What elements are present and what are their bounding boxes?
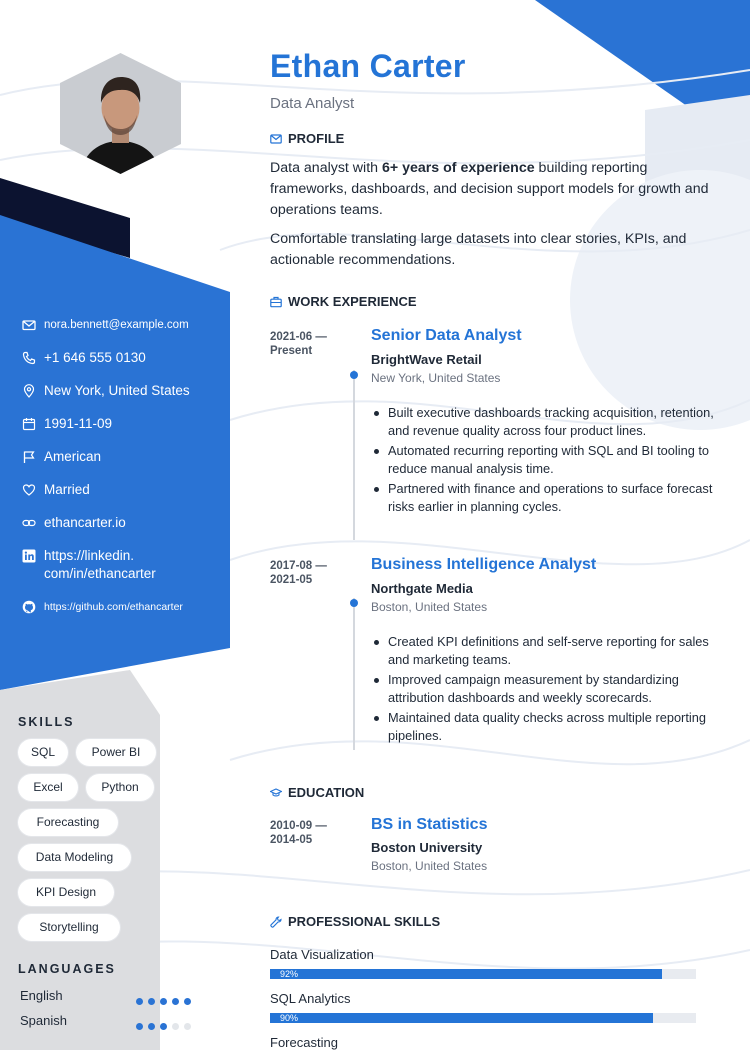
contact-marital-status (22, 481, 222, 499)
job-role: Data Analyst (270, 95, 355, 112)
skill-chip: Python (86, 774, 154, 801)
briefcase-icon (270, 296, 282, 308)
phone-icon (22, 351, 36, 365)
bullet-item: Built executive dashboards tracking acquisition, retention, and revenue quality across four product lines. (371, 404, 716, 440)
degree-title: BS in Statistics (371, 816, 488, 833)
timeline-line (353, 370, 355, 540)
company-name: Northgate Media (371, 581, 473, 596)
language-row (20, 1013, 200, 1028)
profile-summary: Data analyst with 6+ years of experience building reporting frameworks, dashboards, and decision support models for growth and operations teams. Comfortable translating large datasets into clear stories, KPIs, and actionable recommendations. (270, 160, 709, 268)
languages-title: LANGUAGES (18, 962, 116, 976)
bullet-item: Improved campaign measurement by standardizing attribution dashboards and weekly scorecards. (371, 671, 716, 707)
birthdate-text: 1991-11-09 (44, 416, 113, 431)
pro-skill-label: Forecasting (270, 1035, 338, 1050)
job-bullets (371, 404, 716, 518)
skills-title: SKILLS (18, 715, 75, 729)
bullet-item: Created KPI definitions and self-serve reporting for sales and marketing teams. (371, 633, 716, 669)
bullet-item: Partnered with finance and operations to surface forecast risks earlier in planning cycles. (371, 480, 716, 516)
timeline-line (353, 598, 355, 750)
skill-chip: KPI Design (18, 879, 114, 906)
person-name: Ethan Carter (270, 48, 466, 84)
job-location: New York, United States (371, 371, 501, 385)
level-dot-filled (172, 998, 179, 1005)
github-icon (22, 600, 36, 614)
contact-phone[interactable] (22, 349, 222, 367)
level-dot-filled (184, 998, 191, 1005)
skill-chip: Forecasting (18, 809, 118, 836)
contact-email[interactable] (22, 316, 222, 334)
graduation-cap-icon (270, 787, 282, 799)
language-row (20, 988, 200, 1003)
contact-list (22, 316, 222, 631)
heart-icon (22, 483, 36, 497)
nationality-text: American (44, 449, 102, 464)
level-dot-empty (172, 1023, 179, 1030)
mail-icon (270, 133, 282, 145)
flag-icon (22, 450, 36, 464)
job-dates: 2021-06 — Present (270, 331, 327, 357)
contact-nationality (22, 448, 222, 466)
education-section-title: EDUCATION (270, 785, 364, 800)
link-icon (22, 516, 36, 530)
timeline-dot (350, 371, 358, 379)
pro-skill-bar (270, 1013, 696, 1023)
skill-chip: Data Modeling (18, 844, 131, 871)
mail-icon (22, 318, 36, 332)
job-dates: 2017-08 — 2021-05 (270, 560, 327, 586)
bullet-item: Maintained data quality checks across multiple reporting pipelines. (371, 709, 716, 745)
language-name: English (20, 988, 63, 1003)
linkedin-text: https://linkedin. com/in/ethancarter (44, 548, 156, 581)
skill-chip: Excel (18, 774, 78, 801)
professional-skills-section-title: PROFESSIONAL SKILLS (270, 914, 440, 929)
location-text: New York, United States (44, 383, 190, 398)
level-dot-filled (160, 1023, 167, 1030)
skill-chip: Storytelling (18, 914, 120, 941)
job-title: Business Intelligence Analyst (371, 556, 597, 573)
phone-text: +1 646 555 0130 (44, 350, 146, 365)
bullet-item: Automated recurring reporting with SQL and BI tooling to reduce manual analysis time. (371, 442, 716, 478)
level-dot-filled (148, 998, 155, 1005)
marital-status-text: Married (44, 482, 90, 497)
github-text: https://github.com/ethancarter (44, 601, 183, 613)
language-name: Spanish (20, 1013, 67, 1028)
contact-linkedin[interactable] (22, 547, 222, 583)
company-name: BrightWave Retail (371, 352, 482, 367)
education-dates: 2010-09 — 2014-05 (270, 820, 327, 846)
email-text: nora.bennett@example.com (44, 319, 189, 331)
pro-skill-label: Data Visualization (270, 947, 374, 962)
language-level-dots (136, 1018, 196, 1033)
pro-skill-label: SQL Analytics (270, 991, 351, 1006)
timeline-dot (350, 599, 358, 607)
language-level-dots (136, 993, 196, 1008)
level-dot-filled (136, 998, 143, 1005)
pro-skill-fill: 90% (270, 1013, 653, 1023)
level-dot-filled (160, 998, 167, 1005)
contact-location (22, 382, 222, 400)
level-dot-filled (136, 1023, 143, 1030)
profile-photo (60, 53, 181, 174)
contact-website[interactable] (22, 514, 222, 532)
job-bullets (371, 633, 716, 747)
experience-section-title: WORK EXPERIENCE (270, 294, 417, 309)
calendar-icon (22, 417, 36, 431)
pro-skill-fill: 92% (270, 969, 662, 979)
job-title: Senior Data Analyst (371, 327, 522, 344)
location-pin-icon (22, 384, 36, 398)
job-location: Boston, United States (371, 600, 488, 614)
website-text: ethancarter.io (44, 515, 126, 530)
pro-skill-bar (270, 969, 696, 979)
skill-chip: SQL (18, 739, 68, 766)
profile-section-title: PROFILE (270, 131, 344, 146)
wrench-icon (270, 916, 282, 928)
contact-birthdate (22, 415, 222, 433)
level-dot-empty (184, 1023, 191, 1030)
linkedin-icon (22, 549, 36, 563)
school-location: Boston, United States (371, 859, 488, 873)
contact-github[interactable] (22, 598, 222, 616)
level-dot-filled (148, 1023, 155, 1030)
skill-chip: Power BI (76, 739, 156, 766)
school-name: Boston University (371, 840, 483, 855)
